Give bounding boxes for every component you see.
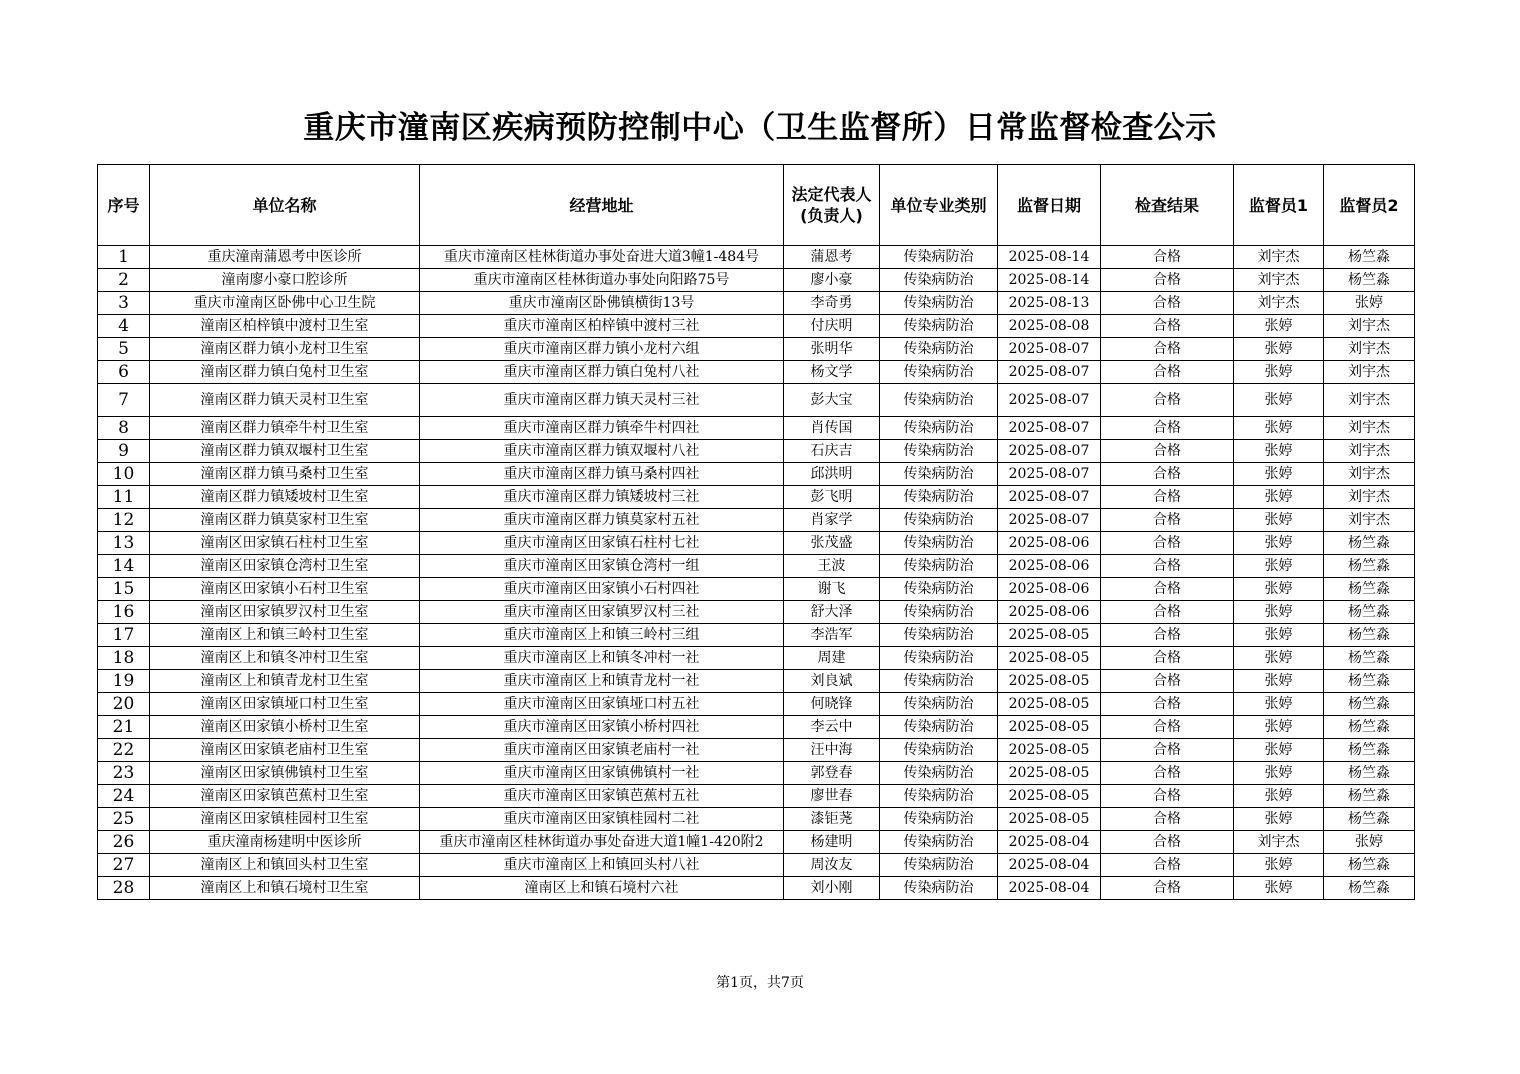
category-cell: 传染病防治 xyxy=(880,854,998,877)
address-cell: 重庆市潼南区群力镇莫家村五社 xyxy=(420,509,784,532)
inspection-date-cell: 2025-08-06 xyxy=(998,532,1101,555)
inspection-date-cell: 2025-08-07 xyxy=(998,463,1101,486)
inspector-2-cell: 杨竺淼 xyxy=(1324,246,1415,269)
inspector-1-cell: 刘宇杰 xyxy=(1234,292,1324,315)
legal-representative-cell: 何晓锋 xyxy=(784,693,880,716)
result-cell: 合格 xyxy=(1101,578,1234,601)
row-index-cell: 16 xyxy=(98,601,150,624)
inspector-2-cell: 杨竺淼 xyxy=(1324,808,1415,831)
legal-representative-cell: 彭飞明 xyxy=(784,486,880,509)
inspector-1-cell: 张婷 xyxy=(1234,338,1324,361)
table-row xyxy=(98,877,1415,900)
result-cell: 合格 xyxy=(1101,486,1234,509)
legal-representative-cell: 杨建明 xyxy=(784,831,880,854)
inspector-2-cell: 杨竺淼 xyxy=(1324,601,1415,624)
row-index-cell: 20 xyxy=(98,693,150,716)
unit-name-cell: 潼南区群力镇双堰村卫生室 xyxy=(150,440,420,463)
category-cell: 传染病防治 xyxy=(880,739,998,762)
inspector-2-cell: 刘宇杰 xyxy=(1324,315,1415,338)
inspector-2-cell: 杨竺淼 xyxy=(1324,854,1415,877)
unit-name-cell: 潼南区上和镇石境村卫生室 xyxy=(150,877,420,900)
header-inspector-1: 监督员1 xyxy=(1234,165,1324,246)
legal-representative-cell: 李奇勇 xyxy=(784,292,880,315)
inspection-date-cell: 2025-08-06 xyxy=(998,555,1101,578)
inspector-1-cell: 张婷 xyxy=(1234,716,1324,739)
inspection-table xyxy=(97,164,1415,900)
result-cell: 合格 xyxy=(1101,808,1234,831)
header-date: 监督日期 xyxy=(998,165,1101,246)
category-cell: 传染病防治 xyxy=(880,877,998,900)
inspection-date-cell: 2025-08-05 xyxy=(998,670,1101,693)
table-row xyxy=(98,785,1415,808)
address-cell: 重庆市潼南区上和镇冬冲村一社 xyxy=(420,647,784,670)
result-cell: 合格 xyxy=(1101,555,1234,578)
unit-name-cell: 潼南区田家镇芭蕉村卫生室 xyxy=(150,785,420,808)
header-address: 经营地址 xyxy=(420,165,784,246)
result-cell: 合格 xyxy=(1101,831,1234,854)
unit-name-cell: 潼南区田家镇小桥村卫生室 xyxy=(150,716,420,739)
address-cell: 重庆市潼南区群力镇白兔村八社 xyxy=(420,361,784,384)
unit-name-cell: 潼南区田家镇桂园村卫生室 xyxy=(150,808,420,831)
table-row xyxy=(98,555,1415,578)
table-row xyxy=(98,647,1415,670)
header-unit-name: 单位名称 xyxy=(150,165,420,246)
address-cell: 重庆市潼南区田家镇桂园村二社 xyxy=(420,808,784,831)
inspection-date-cell: 2025-08-14 xyxy=(998,269,1101,292)
address-cell: 重庆市潼南区群力镇马桑村四社 xyxy=(420,463,784,486)
row-index-cell: 4 xyxy=(98,315,150,338)
page-title: 重庆市潼南区疾病预防控制中心（卫生监督所）日常监督检查公示 xyxy=(303,110,1217,146)
category-cell: 传染病防治 xyxy=(880,269,998,292)
unit-name-cell: 潼南区群力镇小龙村卫生室 xyxy=(150,338,420,361)
result-cell: 合格 xyxy=(1101,601,1234,624)
category-cell: 传染病防治 xyxy=(880,384,998,417)
inspection-date-cell: 2025-08-05 xyxy=(998,785,1101,808)
inspector-1-cell: 张婷 xyxy=(1234,739,1324,762)
result-cell: 合格 xyxy=(1101,440,1234,463)
table-row xyxy=(98,440,1415,463)
row-index-cell: 28 xyxy=(98,877,150,900)
address-cell: 重庆市潼南区群力镇天灵村三社 xyxy=(420,384,784,417)
inspector-1-cell: 张婷 xyxy=(1234,762,1324,785)
category-cell: 传染病防治 xyxy=(880,670,998,693)
inspector-1-cell: 张婷 xyxy=(1234,854,1324,877)
table-row xyxy=(98,486,1415,509)
row-index-cell: 1 xyxy=(98,246,150,269)
result-cell: 合格 xyxy=(1101,716,1234,739)
inspector-1-cell: 张婷 xyxy=(1234,877,1324,900)
inspection-date-cell: 2025-08-08 xyxy=(998,315,1101,338)
table-row xyxy=(98,417,1415,440)
row-index-cell: 25 xyxy=(98,808,150,831)
table-row xyxy=(98,269,1415,292)
unit-name-cell: 潼南区上和镇冬冲村卫生室 xyxy=(150,647,420,670)
unit-name-cell: 潼南区群力镇天灵村卫生室 xyxy=(150,384,420,417)
category-cell: 传染病防治 xyxy=(880,624,998,647)
inspector-1-cell: 张婷 xyxy=(1234,361,1324,384)
unit-name-cell: 潼南区田家镇石柱村卫生室 xyxy=(150,532,420,555)
unit-name-cell: 重庆市潼南区卧佛中心卫生院 xyxy=(150,292,420,315)
legal-representative-cell: 杨文学 xyxy=(784,361,880,384)
inspector-1-cell: 张婷 xyxy=(1234,601,1324,624)
address-cell: 重庆市潼南区田家镇小石村四社 xyxy=(420,578,784,601)
inspector-2-cell: 杨竺淼 xyxy=(1324,877,1415,900)
row-index-cell: 2 xyxy=(98,269,150,292)
legal-representative-cell: 郭登春 xyxy=(784,762,880,785)
unit-name-cell: 潼南区群力镇矮坡村卫生室 xyxy=(150,486,420,509)
address-cell: 重庆市潼南区柏梓镇中渡村三社 xyxy=(420,315,784,338)
row-index-cell: 23 xyxy=(98,762,150,785)
address-cell: 重庆市潼南区田家镇芭蕉村五社 xyxy=(420,785,784,808)
inspector-1-cell: 张婷 xyxy=(1234,624,1324,647)
inspection-date-cell: 2025-08-05 xyxy=(998,716,1101,739)
row-index-cell: 9 xyxy=(98,440,150,463)
inspection-date-cell: 2025-08-05 xyxy=(998,808,1101,831)
category-cell: 传染病防治 xyxy=(880,338,998,361)
legal-representative-cell: 李云中 xyxy=(784,716,880,739)
unit-name-cell: 潼南区柏梓镇中渡村卫生室 xyxy=(150,315,420,338)
unit-name-cell: 潼南区群力镇牵牛村卫生室 xyxy=(150,417,420,440)
inspection-date-cell: 2025-08-07 xyxy=(998,486,1101,509)
row-index-cell: 5 xyxy=(98,338,150,361)
header-legal-representative: 法定代表人(负责人) xyxy=(784,165,880,246)
category-cell: 传染病防治 xyxy=(880,831,998,854)
legal-representative-cell: 肖传国 xyxy=(784,417,880,440)
table-row xyxy=(98,739,1415,762)
row-index-cell: 27 xyxy=(98,854,150,877)
inspector-2-cell: 刘宇杰 xyxy=(1324,440,1415,463)
inspector-2-cell: 杨竺淼 xyxy=(1324,647,1415,670)
category-cell: 传染病防治 xyxy=(880,361,998,384)
table-row xyxy=(98,854,1415,877)
category-cell: 传染病防治 xyxy=(880,716,998,739)
table-row xyxy=(98,463,1415,486)
result-cell: 合格 xyxy=(1101,417,1234,440)
inspector-2-cell: 刘宇杰 xyxy=(1324,361,1415,384)
inspector-1-cell: 刘宇杰 xyxy=(1234,831,1324,854)
inspection-date-cell: 2025-08-04 xyxy=(998,831,1101,854)
inspection-date-cell: 2025-08-14 xyxy=(998,246,1101,269)
category-cell: 传染病防治 xyxy=(880,246,998,269)
inspector-1-cell: 张婷 xyxy=(1234,693,1324,716)
inspector-2-cell: 杨竺淼 xyxy=(1324,578,1415,601)
result-cell: 合格 xyxy=(1101,762,1234,785)
address-cell: 重庆市潼南区田家镇仓湾村一组 xyxy=(420,555,784,578)
row-index-cell: 26 xyxy=(98,831,150,854)
legal-representative-cell: 周建 xyxy=(784,647,880,670)
result-cell: 合格 xyxy=(1101,509,1234,532)
unit-name-cell: 潼南区上和镇青龙村卫生室 xyxy=(150,670,420,693)
legal-representative-cell: 舒大泽 xyxy=(784,601,880,624)
inspector-1-cell: 刘宇杰 xyxy=(1234,269,1324,292)
legal-representative-cell: 刘良斌 xyxy=(784,670,880,693)
address-cell: 重庆市潼南区田家镇小桥村四社 xyxy=(420,716,784,739)
legal-representative-cell: 谢飞 xyxy=(784,578,880,601)
inspection-date-cell: 2025-08-06 xyxy=(998,578,1101,601)
unit-name-cell: 潼南区群力镇白兔村卫生室 xyxy=(150,361,420,384)
inspection-date-cell: 2025-08-05 xyxy=(998,624,1101,647)
category-cell: 传染病防治 xyxy=(880,509,998,532)
address-cell: 重庆市潼南区群力镇小龙村六组 xyxy=(420,338,784,361)
inspector-2-cell: 杨竺淼 xyxy=(1324,555,1415,578)
address-cell: 潼南区上和镇石境村六社 xyxy=(420,877,784,900)
row-index-cell: 13 xyxy=(98,532,150,555)
result-cell: 合格 xyxy=(1101,854,1234,877)
legal-representative-cell: 汪中海 xyxy=(784,739,880,762)
inspector-1-cell: 张婷 xyxy=(1234,808,1324,831)
inspector-2-cell: 张婷 xyxy=(1324,831,1415,854)
inspector-2-cell: 杨竺淼 xyxy=(1324,716,1415,739)
inspection-date-cell: 2025-08-07 xyxy=(998,417,1101,440)
result-cell: 合格 xyxy=(1101,647,1234,670)
address-cell: 重庆市潼南区田家镇垭口村五社 xyxy=(420,693,784,716)
category-cell: 传染病防治 xyxy=(880,463,998,486)
row-index-cell: 22 xyxy=(98,739,150,762)
legal-representative-cell: 张茂盛 xyxy=(784,532,880,555)
table-row xyxy=(98,292,1415,315)
row-index-cell: 14 xyxy=(98,555,150,578)
result-cell: 合格 xyxy=(1101,361,1234,384)
address-cell: 重庆市潼南区田家镇石柱村七社 xyxy=(420,532,784,555)
category-cell: 传染病防治 xyxy=(880,555,998,578)
unit-name-cell: 重庆潼南蒲恩考中医诊所 xyxy=(150,246,420,269)
inspection-date-cell: 2025-08-07 xyxy=(998,509,1101,532)
table-row xyxy=(98,831,1415,854)
inspector-2-cell: 刘宇杰 xyxy=(1324,338,1415,361)
table-row xyxy=(98,532,1415,555)
inspector-1-cell: 张婷 xyxy=(1234,486,1324,509)
header-index: 序号 xyxy=(98,165,150,246)
inspector-2-cell: 刘宇杰 xyxy=(1324,463,1415,486)
legal-representative-cell: 彭大宝 xyxy=(784,384,880,417)
inspector-2-cell: 刘宇杰 xyxy=(1324,486,1415,509)
result-cell: 合格 xyxy=(1101,877,1234,900)
address-cell: 重庆市潼南区上和镇回头村八社 xyxy=(420,854,784,877)
legal-representative-cell: 石庆吉 xyxy=(784,440,880,463)
category-cell: 传染病防治 xyxy=(880,808,998,831)
result-cell: 合格 xyxy=(1101,269,1234,292)
address-cell: 重庆市潼南区群力镇双堰村八社 xyxy=(420,440,784,463)
result-cell: 合格 xyxy=(1101,739,1234,762)
inspector-2-cell: 杨竺淼 xyxy=(1324,739,1415,762)
table-row xyxy=(98,578,1415,601)
legal-representative-cell: 周汝友 xyxy=(784,854,880,877)
category-cell: 传染病防治 xyxy=(880,532,998,555)
address-cell: 重庆市潼南区桂林街道办事处奋进大道3幢1-484号 xyxy=(420,246,784,269)
category-cell: 传染病防治 xyxy=(880,785,998,808)
inspector-2-cell: 刘宇杰 xyxy=(1324,384,1415,417)
result-cell: 合格 xyxy=(1101,463,1234,486)
inspection-date-cell: 2025-08-07 xyxy=(998,440,1101,463)
legal-representative-cell: 李浩军 xyxy=(784,624,880,647)
inspector-2-cell: 杨竺淼 xyxy=(1324,269,1415,292)
inspector-2-cell: 杨竺淼 xyxy=(1324,670,1415,693)
address-cell: 重庆市潼南区上和镇三岭村三组 xyxy=(420,624,784,647)
category-cell: 传染病防治 xyxy=(880,315,998,338)
result-cell: 合格 xyxy=(1101,315,1234,338)
header-result: 检查结果 xyxy=(1101,165,1234,246)
row-index-cell: 7 xyxy=(98,384,150,417)
inspector-1-cell: 张婷 xyxy=(1234,647,1324,670)
inspector-2-cell: 杨竺淼 xyxy=(1324,785,1415,808)
legal-representative-cell: 刘小刚 xyxy=(784,877,880,900)
category-cell: 传染病防治 xyxy=(880,693,998,716)
address-cell: 重庆市潼南区桂林街道办事处奋进大道1幢1-420附2 xyxy=(420,831,784,854)
row-index-cell: 19 xyxy=(98,670,150,693)
unit-name-cell: 潼南区田家镇仓湾村卫生室 xyxy=(150,555,420,578)
table-row xyxy=(98,509,1415,532)
table-row xyxy=(98,762,1415,785)
row-index-cell: 8 xyxy=(98,417,150,440)
page-footer: 第1页，共7页 xyxy=(716,975,804,991)
legal-representative-cell: 廖小豪 xyxy=(784,269,880,292)
address-cell: 重庆市潼南区桂林街道办事处向阳路75号 xyxy=(420,269,784,292)
table-row xyxy=(98,361,1415,384)
inspector-1-cell: 张婷 xyxy=(1234,440,1324,463)
inspector-2-cell: 杨竺淼 xyxy=(1324,532,1415,555)
unit-name-cell: 潼南区上和镇三岭村卫生室 xyxy=(150,624,420,647)
inspector-2-cell: 刘宇杰 xyxy=(1324,417,1415,440)
inspection-date-cell: 2025-08-13 xyxy=(998,292,1101,315)
result-cell: 合格 xyxy=(1101,532,1234,555)
inspector-2-cell: 杨竺淼 xyxy=(1324,762,1415,785)
inspection-date-cell: 2025-08-07 xyxy=(998,361,1101,384)
table-row xyxy=(98,693,1415,716)
legal-representative-cell: 王波 xyxy=(784,555,880,578)
inspection-date-cell: 2025-08-05 xyxy=(998,693,1101,716)
inspector-1-cell: 张婷 xyxy=(1234,509,1324,532)
table-row xyxy=(98,246,1415,269)
row-index-cell: 3 xyxy=(98,292,150,315)
unit-name-cell: 潼南区田家镇老庙村卫生室 xyxy=(150,739,420,762)
inspector-1-cell: 张婷 xyxy=(1234,384,1324,417)
result-cell: 合格 xyxy=(1101,384,1234,417)
unit-name-cell: 潼南区群力镇莫家村卫生室 xyxy=(150,509,420,532)
inspector-1-cell: 刘宇杰 xyxy=(1234,246,1324,269)
legal-representative-cell: 付庆明 xyxy=(784,315,880,338)
address-cell: 重庆市潼南区田家镇罗汉村三社 xyxy=(420,601,784,624)
row-index-cell: 10 xyxy=(98,463,150,486)
table-row xyxy=(98,601,1415,624)
result-cell: 合格 xyxy=(1101,693,1234,716)
inspector-2-cell: 杨竺淼 xyxy=(1324,624,1415,647)
category-cell: 传染病防治 xyxy=(880,292,998,315)
category-cell: 传染病防治 xyxy=(880,762,998,785)
unit-name-cell: 潼南区群力镇马桑村卫生室 xyxy=(150,463,420,486)
row-index-cell: 15 xyxy=(98,578,150,601)
result-cell: 合格 xyxy=(1101,338,1234,361)
address-cell: 重庆市潼南区上和镇青龙村一社 xyxy=(420,670,784,693)
inspection-date-cell: 2025-08-05 xyxy=(998,647,1101,670)
legal-representative-cell: 漆钜荛 xyxy=(784,808,880,831)
legal-representative-cell: 肖家学 xyxy=(784,509,880,532)
table-row xyxy=(98,338,1415,361)
table-row xyxy=(98,384,1415,417)
table-row xyxy=(98,808,1415,831)
header-category: 单位专业类别 xyxy=(880,165,998,246)
unit-name-cell: 潼南区田家镇垭口村卫生室 xyxy=(150,693,420,716)
inspector-1-cell: 张婷 xyxy=(1234,555,1324,578)
row-index-cell: 21 xyxy=(98,716,150,739)
inspection-date-cell: 2025-08-07 xyxy=(998,338,1101,361)
inspector-1-cell: 张婷 xyxy=(1234,785,1324,808)
category-cell: 传染病防治 xyxy=(880,647,998,670)
result-cell: 合格 xyxy=(1101,246,1234,269)
row-index-cell: 18 xyxy=(98,647,150,670)
row-index-cell: 12 xyxy=(98,509,150,532)
result-cell: 合格 xyxy=(1101,624,1234,647)
inspector-1-cell: 张婷 xyxy=(1234,315,1324,338)
header-inspector-2: 监督员2 xyxy=(1324,165,1415,246)
unit-name-cell: 重庆潼南杨建明中医诊所 xyxy=(150,831,420,854)
inspection-date-cell: 2025-08-05 xyxy=(998,762,1101,785)
row-index-cell: 6 xyxy=(98,361,150,384)
header-row xyxy=(98,165,1415,246)
row-index-cell: 24 xyxy=(98,785,150,808)
address-cell: 重庆市潼南区群力镇牵牛村四社 xyxy=(420,417,784,440)
inspection-date-cell: 2025-08-07 xyxy=(998,384,1101,417)
inspector-1-cell: 张婷 xyxy=(1234,417,1324,440)
unit-name-cell: 潼南区田家镇罗汉村卫生室 xyxy=(150,601,420,624)
unit-name-cell: 潼南廖小豪口腔诊所 xyxy=(150,269,420,292)
category-cell: 传染病防治 xyxy=(880,578,998,601)
inspection-date-cell: 2025-08-04 xyxy=(998,854,1101,877)
inspection-date-cell: 2025-08-04 xyxy=(998,877,1101,900)
table-row xyxy=(98,670,1415,693)
result-cell: 合格 xyxy=(1101,670,1234,693)
category-cell: 传染病防治 xyxy=(880,486,998,509)
result-cell: 合格 xyxy=(1101,292,1234,315)
unit-name-cell: 潼南区田家镇小石村卫生室 xyxy=(150,578,420,601)
address-cell: 重庆市潼南区田家镇老庙村一社 xyxy=(420,739,784,762)
row-index-cell: 11 xyxy=(98,486,150,509)
category-cell: 传染病防治 xyxy=(880,601,998,624)
inspector-1-cell: 张婷 xyxy=(1234,463,1324,486)
inspection-date-cell: 2025-08-05 xyxy=(998,739,1101,762)
table-row xyxy=(98,624,1415,647)
address-cell: 重庆市潼南区田家镇佛镇村一社 xyxy=(420,762,784,785)
category-cell: 传染病防治 xyxy=(880,417,998,440)
legal-representative-cell: 蒲恩考 xyxy=(784,246,880,269)
table-row xyxy=(98,315,1415,338)
table-row xyxy=(98,716,1415,739)
legal-representative-cell: 邱洪明 xyxy=(784,463,880,486)
inspector-2-cell: 杨竺淼 xyxy=(1324,693,1415,716)
table-body xyxy=(98,246,1415,900)
unit-name-cell: 潼南区上和镇回头村卫生室 xyxy=(150,854,420,877)
result-cell: 合格 xyxy=(1101,785,1234,808)
row-index-cell: 17 xyxy=(98,624,150,647)
unit-name-cell: 潼南区田家镇佛镇村卫生室 xyxy=(150,762,420,785)
inspector-2-cell: 张婷 xyxy=(1324,292,1415,315)
address-cell: 重庆市潼南区卧佛镇横街13号 xyxy=(420,292,784,315)
inspector-1-cell: 张婷 xyxy=(1234,670,1324,693)
inspection-date-cell: 2025-08-06 xyxy=(998,601,1101,624)
legal-representative-cell: 廖世春 xyxy=(784,785,880,808)
legal-representative-cell: 张明华 xyxy=(784,338,880,361)
inspector-1-cell: 张婷 xyxy=(1234,532,1324,555)
category-cell: 传染病防治 xyxy=(880,440,998,463)
address-cell: 重庆市潼南区群力镇矮坡村三社 xyxy=(420,486,784,509)
inspector-1-cell: 张婷 xyxy=(1234,578,1324,601)
inspector-2-cell: 刘宇杰 xyxy=(1324,509,1415,532)
